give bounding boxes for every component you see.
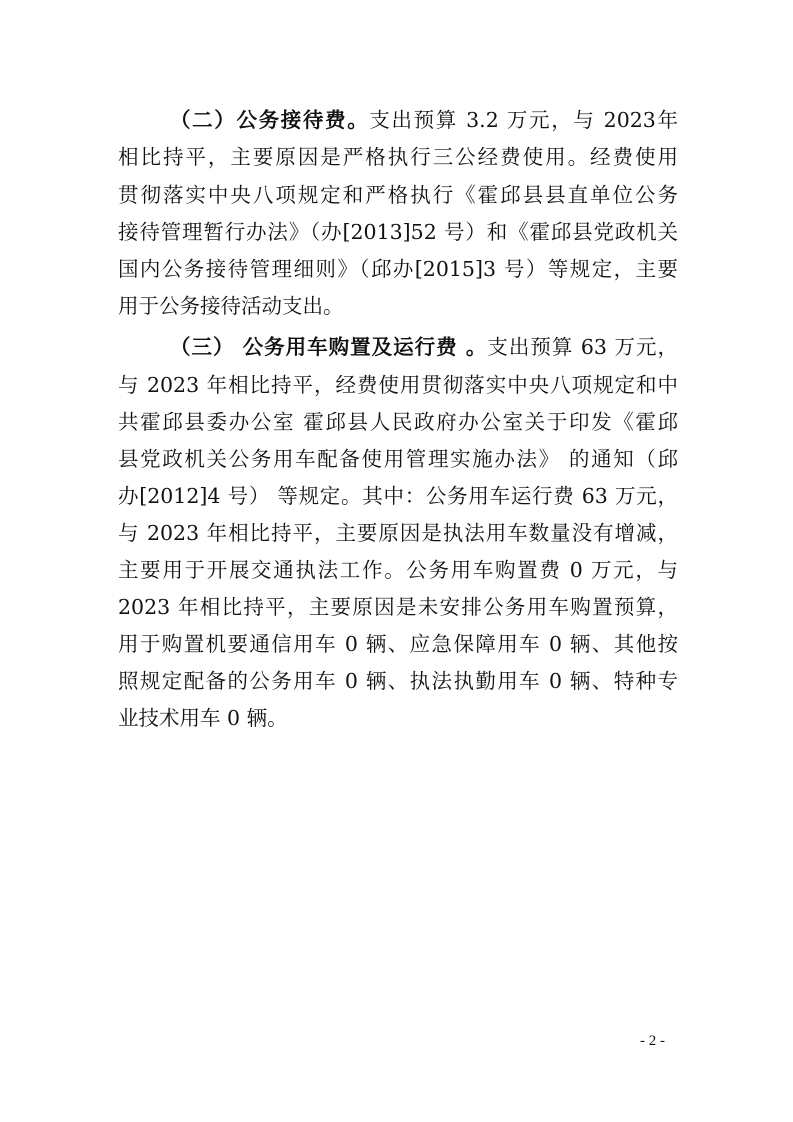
paragraph-line: 照规定配备的公务用车 0 辆、执法执勤用车 0 辆、特种专 [118, 669, 678, 693]
paragraph-line: 与 2023 年相比持平，经费使用贯彻落实中央八项规定和中 [118, 373, 678, 397]
paragraph-line: 2023 年相比持平，主要原因是未安排公务用车购置预算， [118, 595, 678, 619]
paragraph-line: 业技术用车 0 辆。 [118, 706, 288, 730]
paragraph-line: 接待管理暂行办法》（办[2013]52 号）和《霍邱县党政机关 [118, 220, 678, 244]
paragraph-line: 共霍邱县委办公室 霍邱县人民政府办公室关于印发《霍邱 [118, 410, 678, 434]
paragraph-line: 用于公务接待活动支出。 [118, 294, 344, 318]
paragraph-line: 用于购置机要通信用车 0 辆、应急保障用车 0 辆、其他按 [118, 632, 678, 656]
paragraph-line: 国内公务接待管理细则》（邱办[2015]3 号）等规定，主要 [118, 257, 678, 281]
paragraph-line: 县党政机关公务用车配备使用管理实施办法》 的通知（邱 [118, 447, 678, 471]
paragraph-line: 办[2012]4 号） 等规定。其中：公务用车运行费 63 万元， [118, 484, 678, 508]
paragraph-text: 支出预算 63 万元， [487, 335, 678, 359]
page-number: - 2 - [640, 1033, 665, 1049]
section-heading: （二）公务接待费。 [170, 108, 370, 132]
paragraph-line [170, 331, 678, 363]
paragraph-line: 相比持平，主要原因是严格执行三公经费使用。经费使用 [118, 145, 678, 169]
paragraph-line: 与 2023 年相比持平，主要原因是执法用车数量没有增减， [118, 521, 678, 545]
paragraph-text: 支出预算 3.2 万元，与 2023年 [369, 108, 678, 132]
paragraph-line: 主要用于开展交通执法工作。公务用车购置费 0 万元，与 [118, 558, 678, 582]
paragraph-line [170, 104, 678, 136]
section-heading: （三） 公务用车购置及运行费 。 [170, 335, 488, 359]
paragraph-line: 贯彻落实中央八项规定和严格执行《霍邱县县直单位公务 [118, 183, 678, 207]
